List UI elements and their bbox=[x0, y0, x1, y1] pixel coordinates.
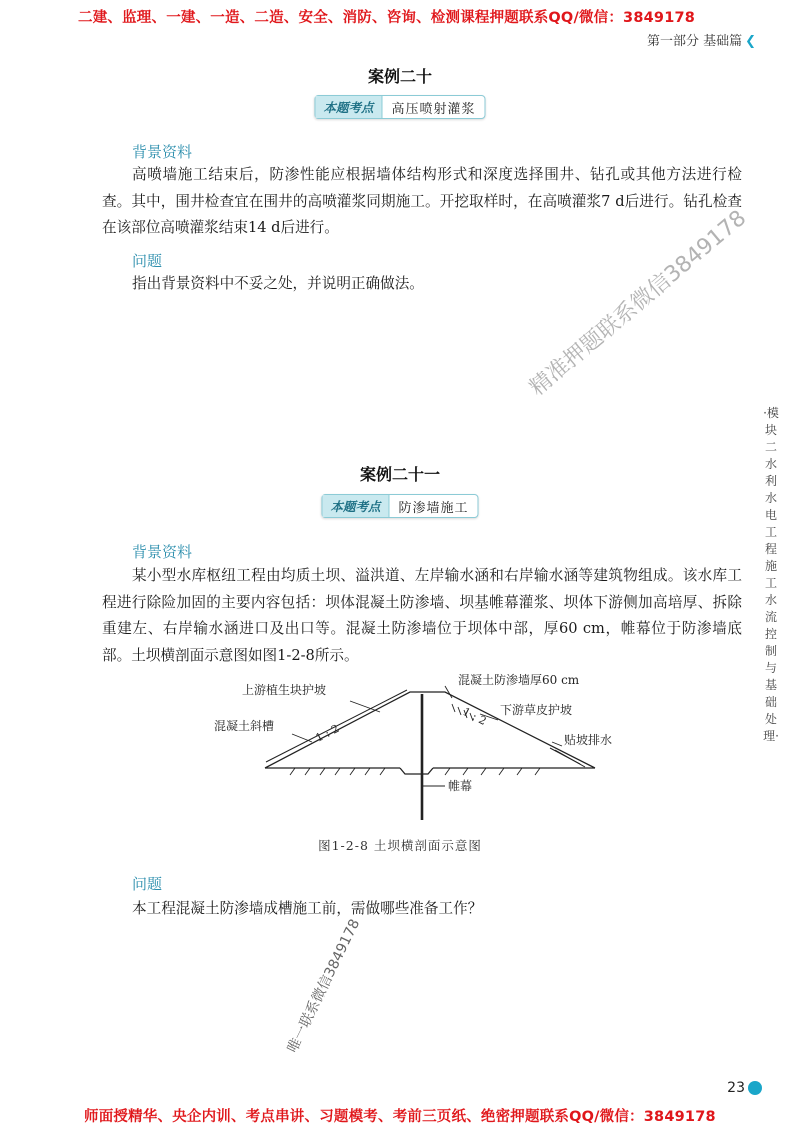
case-20-background-heading: 背景资料 bbox=[132, 143, 193, 161]
side-module-tab: ·模块二 水利水电工程施工水流控制与基础处理· bbox=[763, 406, 779, 743]
dam-cross-section-figure bbox=[200, 668, 620, 820]
watermark: 唯一联系微信3849178 bbox=[284, 916, 364, 1056]
case-21-question-heading: 问题 bbox=[132, 875, 163, 893]
leader-line bbox=[552, 742, 562, 746]
label-curtain: 帷幕 bbox=[448, 779, 473, 793]
chevron-left-icon: ❮ bbox=[745, 34, 756, 49]
paragraph: 高喷墙施工结束后，防渗性能应根据墙体结构形式和深度选择围井、钻孔或其他方法进行检查。其中，围井检查宜在围井的高喷灌浆同期施工。开挖取样时，在高喷灌浆7 d后进行。钻孔检查在该部位高喷灌浆结束14 d后进行。 bbox=[102, 166, 742, 236]
label-downstream-slope: 下游草皮护坡 bbox=[500, 703, 573, 717]
case-21-background-heading: 背景资料 bbox=[132, 543, 193, 561]
keypoint-label: 本题考点 bbox=[315, 96, 382, 118]
case-21-background-text bbox=[102, 563, 742, 669]
case-21-title: 案例二十一 bbox=[359, 465, 440, 484]
leader-line bbox=[292, 734, 312, 742]
section-label: 第一部分 基础篇 bbox=[646, 34, 743, 49]
page-header bbox=[647, 30, 756, 49]
keypoint-value: 防渗墙施工 bbox=[398, 500, 469, 516]
top-banner: 二建、监理、一建、一造、二造、安全、消防、咨询、检测课程押题联系QQ/微信：3849178 bbox=[78, 10, 696, 26]
drainage-layer bbox=[550, 748, 580, 764]
case-20-keypoint bbox=[314, 95, 485, 119]
case-21-keypoint bbox=[321, 494, 478, 518]
page-number bbox=[727, 1080, 762, 1096]
label-cutoff-wall: 混凝土防渗墙厚60 cm bbox=[458, 673, 580, 687]
watermark: 精准押题联系微信3849178 bbox=[525, 205, 752, 401]
label-slope-left: 1 : 2 bbox=[313, 721, 342, 745]
label-slope-right: 1 : 2 bbox=[460, 705, 489, 728]
figure-caption: 图1-2-8 土坝横剖面示意图 bbox=[318, 838, 482, 853]
case-20-question-heading: 问题 bbox=[132, 252, 163, 270]
case-21-question-text: 本工程混凝土防渗墙成槽施工前，需做哪些准备工作？ bbox=[132, 900, 483, 917]
page-marker-icon bbox=[748, 1081, 762, 1095]
keypoint-label: 本题考点 bbox=[322, 495, 389, 517]
bottom-banner: 师面授精华、央企内训、考点串讲、习题模考、考前三页纸、绝密押题联系QQ/微信：3849178 bbox=[84, 1109, 716, 1125]
label-concrete-groove: 混凝土斜槽 bbox=[214, 719, 275, 733]
label-upstream-slope: 上游植生块护坡 bbox=[242, 683, 327, 697]
keypoint-value: 高压喷射灌浆 bbox=[391, 101, 476, 117]
case-20-question-text: 指出背景资料中不妥之处，并说明正确做法。 bbox=[132, 275, 424, 292]
page-number-text: 23 bbox=[727, 1080, 745, 1096]
label-drainage: 贴坡排水 bbox=[564, 733, 613, 747]
case-20-title: 案例二十 bbox=[367, 67, 432, 86]
foundation-trench bbox=[400, 768, 433, 774]
case-20-background-text bbox=[102, 162, 742, 242]
paragraph: 某小型水库枢纽工程由均质土坝、溢洪道、左岸输水涵和右岸输水涵等建筑物组成。该水库工程进行除险加固的主要内容包括：坝体混凝土防渗墙、坝基帷幕灌浆、坝体下游侧加高培厚、拆除重建左、右岸输水涵进口及出口等。混凝土防渗墙位于坝体中部，厚60 cm，帷幕位于防渗墙底部。土坝横剖面示意图如图1-2-8所示。 bbox=[102, 567, 742, 664]
